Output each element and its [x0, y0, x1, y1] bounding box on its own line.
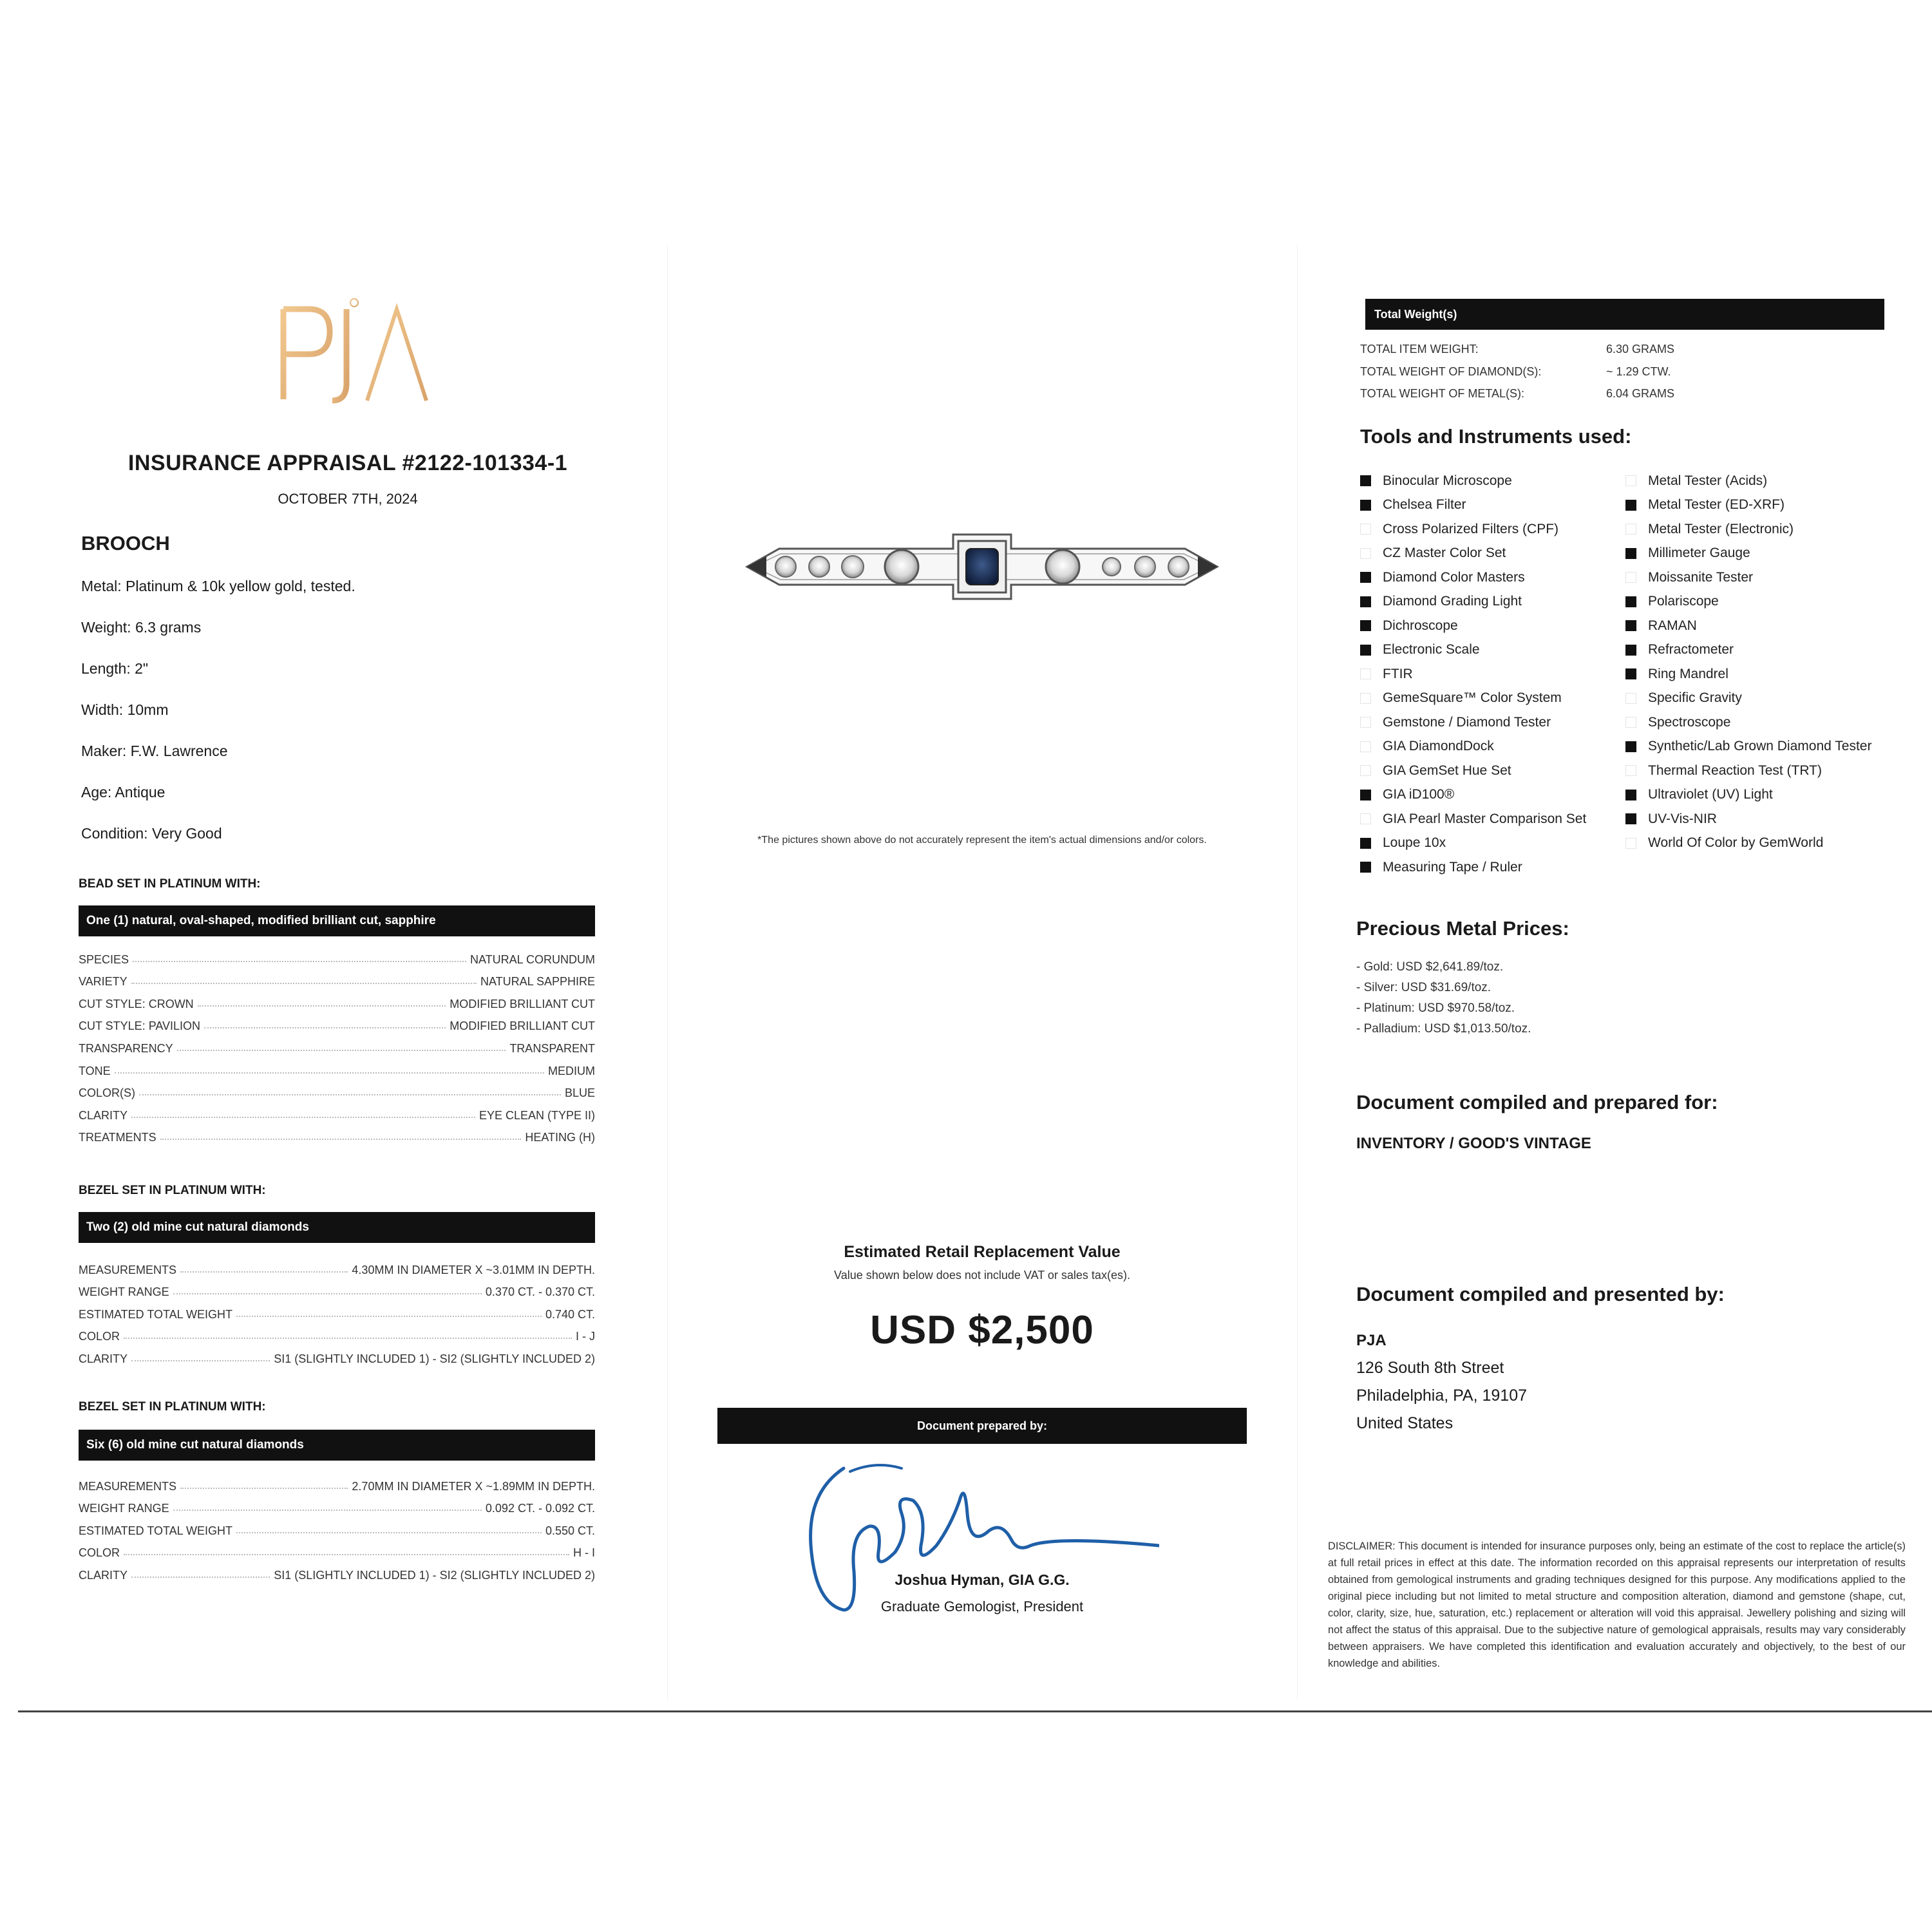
- tool-label: GIA DiamondDock: [1383, 739, 1494, 754]
- spec-weight: Weight: 6.3 grams: [81, 619, 202, 636]
- tool-label: Refractometer: [1648, 642, 1734, 658]
- checked-box-icon: [1625, 548, 1636, 559]
- tool-label: Gemstone / Diamond Tester: [1383, 714, 1551, 730]
- tool-item: [1360, 590, 1625, 614]
- weights-table: [1360, 343, 1747, 410]
- tool-label: Electronic Scale: [1383, 642, 1480, 658]
- tool-label: Thermal Reaction Test (TRT): [1648, 762, 1822, 778]
- appraisal-date: OCTOBER 7TH, 2024: [278, 491, 418, 507]
- tool-item: [1625, 590, 1891, 614]
- table-row: COLOR I - J: [79, 1330, 595, 1343]
- tool-label: Ultraviolet (UV) Light: [1648, 787, 1773, 802]
- table-row: VARIETY NATURAL SAPPHIRE: [79, 975, 595, 989]
- table-row: WEIGHT RANGE 0.092 CT. - 0.092 CT.: [79, 1502, 595, 1515]
- table-row: MEASUREMENTS 4.30MM IN DIAMETER X ~3.01MM IN DEPTH.: [79, 1263, 595, 1276]
- tool-label: Ring Mandrel: [1648, 666, 1728, 681]
- table-row: COLOR(S) BLUE: [79, 1086, 595, 1100]
- tool-item: [1625, 493, 1891, 518]
- tool-label: Loupe 10x: [1383, 835, 1446, 851]
- stone-table: [79, 944, 595, 1144]
- spec-condition: Condition: Very Good: [81, 825, 222, 842]
- tool-item: [1625, 662, 1891, 687]
- tool-item: [1360, 469, 1625, 493]
- presented-by-block: [1356, 1327, 1527, 1437]
- tool-item: [1360, 542, 1625, 566]
- total-weights-bar: Total Weight(s): [1365, 299, 1884, 330]
- spec-width: Width: 10mm: [81, 701, 169, 718]
- table-row: TOTAL WEIGHT OF DIAMOND(S): ~ 1.29 CTW.: [1360, 365, 1671, 378]
- tool-item: [1625, 687, 1891, 711]
- tool-label: Metal Tester (Acids): [1648, 473, 1768, 488]
- spec-maker: Maker: F.W. Lawrence: [81, 743, 228, 759]
- tool-label: Diamond Grading Light: [1383, 594, 1522, 609]
- checked-box-icon: [1360, 500, 1371, 511]
- tools-heading: Tools and Instruments used:: [1360, 425, 1632, 448]
- stone-bar: Two (2) old mine cut natural diamonds: [79, 1212, 595, 1243]
- list-item: - Gold: USD $2,641.89/toz.: [1356, 960, 1504, 974]
- tool-label: RAMAN: [1648, 618, 1697, 633]
- tool-label: GIA iD100®: [1383, 787, 1455, 802]
- setting-label: BEZEL SET IN PLATINUM WITH:: [79, 1400, 266, 1414]
- setting-label: BEZEL SET IN PLATINUM WITH:: [79, 1184, 266, 1197]
- tool-label: Chelsea Filter: [1383, 497, 1466, 513]
- tool-item: [1360, 807, 1625, 831]
- tool-item: [1360, 638, 1625, 663]
- checked-box-icon: [1360, 572, 1371, 583]
- unchecked-box-icon: [1360, 668, 1371, 679]
- checked-box-icon: [1625, 500, 1636, 511]
- table-row: ESTIMATED TOTAL WEIGHT 0.550 CT.: [79, 1524, 595, 1537]
- checked-box-icon: [1360, 790, 1371, 800]
- table-row: TOTAL WEIGHT OF METAL(S): 6.04 GRAMS: [1360, 387, 1675, 400]
- company-name: PJA: [1356, 1332, 1387, 1349]
- tool-label: World Of Color by GemWorld: [1648, 835, 1824, 851]
- tool-label: UV-Vis-NIR: [1648, 811, 1717, 826]
- table-row: CLARITY SI1 (SLIGHTLY INCLUDED 1) - SI2 (SLIGHTLY INCLUDED 2): [79, 1568, 595, 1582]
- preparer-title: Graduate Gemologist, President: [880, 1598, 1084, 1615]
- brooch-photo: [741, 509, 1224, 625]
- tool-item: [1360, 662, 1625, 687]
- tool-item: [1625, 807, 1891, 831]
- table-row: COLOR H - I: [79, 1546, 595, 1560]
- tool-label: FTIR: [1383, 666, 1413, 681]
- tool-label: Synthetic/Lab Grown Diamond Tester: [1648, 739, 1872, 754]
- checked-box-icon: [1625, 813, 1636, 824]
- spec-metal: Metal: Platinum & 10k yellow gold, tested.: [81, 578, 355, 594]
- spec-age: Age: Antique: [81, 784, 166, 800]
- item-heading: BROOCH: [81, 532, 170, 554]
- disclaimer-text: DISCLAIMER: This document is intended for insurance purposes only, being an estimate of the cost to replace the article(s) at full retail prices in effect at this date. The information recorded on this appraisal represents our interpretation of results obtained from gemological instruments and grading techniques designed for this purpose. Any modifications applied to the original piece including but not limited to metal structure and composition alteration, diamond and gemstone (shape, cut, color, clarity, size, hue, saturation, etc.) replacement or alteration will void this appraisal. Jewellery polishing and sizing will not affect the status of this appraisal. Due to the subjective nature of gemological appraisals, results may vary considerably between appraisers. We have completed this identification and evaluation accurately and objectively, to the best of our knowledge and abilities.: [1328, 1540, 1906, 1669]
- unchecked-box-icon: [1625, 765, 1636, 776]
- list-item: - Silver: USD $31.69/toz.: [1356, 981, 1492, 994]
- tool-item: [1625, 638, 1891, 663]
- table-row: WEIGHT RANGE 0.370 CT. - 0.370 CT.: [79, 1285, 595, 1299]
- signature-mark: [799, 1455, 1159, 1623]
- tool-item: [1625, 565, 1891, 590]
- tool-label: Specific Gravity: [1648, 690, 1742, 706]
- tool-item: [1360, 493, 1625, 518]
- tool-item: [1360, 614, 1625, 638]
- preparer-name: Joshua Hyman, GIA G.G.: [895, 1571, 1070, 1588]
- presented-by-heading: Document compiled and presented by:: [1356, 1283, 1725, 1305]
- tools-list: [1360, 469, 1901, 880]
- tool-item: [1625, 783, 1891, 808]
- table-row: TRANSPARENCY TRANSPARENT: [79, 1041, 595, 1055]
- unchecked-box-icon: [1360, 693, 1371, 704]
- tool-item: [1360, 759, 1625, 783]
- unchecked-box-icon: [1625, 524, 1636, 535]
- table-row: MEASUREMENTS 2.70MM IN DIAMETER X ~1.89MM IN DEPTH.: [79, 1479, 595, 1493]
- tool-item: [1360, 565, 1625, 590]
- tool-label: Millimeter Gauge: [1648, 545, 1750, 561]
- tool-item: [1625, 469, 1891, 493]
- item-specs: [81, 573, 596, 862]
- tool-item: [1625, 710, 1891, 735]
- prepared-for-heading: Document compiled and prepared for:: [1356, 1091, 1718, 1113]
- list-item: - Palladium: USD $1,013.50/toz.: [1356, 1022, 1531, 1036]
- checked-box-icon: [1360, 620, 1371, 631]
- table-row: TREATMENTS HEATING (H): [79, 1131, 595, 1144]
- table-row: TONE MEDIUM: [79, 1064, 595, 1077]
- tool-label: Diamond Color Masters: [1383, 569, 1525, 585]
- unchecked-box-icon: [1360, 813, 1371, 824]
- unchecked-box-icon: [1360, 548, 1371, 559]
- tool-item: [1360, 735, 1625, 759]
- metal-prices-list: [1356, 957, 1743, 1039]
- checked-box-icon: [1625, 790, 1636, 800]
- unchecked-box-icon: [1625, 572, 1636, 583]
- table-row: CUT STYLE: PAVILION MODIFIED BRILLIANT CUT: [79, 1019, 595, 1033]
- table-row: ESTIMATED TOTAL WEIGHT 0.740 CT.: [79, 1307, 595, 1321]
- tool-label: Moissanite Tester: [1648, 569, 1754, 585]
- valuation-title: Estimated Retail Replacement Value: [844, 1243, 1121, 1261]
- tool-label: Spectroscope: [1648, 714, 1731, 730]
- picture-disclaimer: *The pictures shown above do not accurately represent the item's actual dimensions and/or colors.: [757, 835, 1207, 846]
- unchecked-box-icon: [1625, 717, 1636, 728]
- appraisal-title: INSURANCE APPRAISAL #2122-101334-1: [128, 451, 568, 475]
- tool-item: [1360, 517, 1625, 542]
- unchecked-box-icon: [1625, 838, 1636, 849]
- tool-label: Binocular Microscope: [1383, 473, 1512, 488]
- list-item: - Platinum: USD $970.58/toz.: [1356, 1001, 1515, 1015]
- tool-item: [1625, 735, 1891, 759]
- tool-label: GIA Pearl Master Comparison Set: [1383, 811, 1587, 826]
- valuation-amount: USD $2,500: [870, 1308, 1094, 1352]
- setting-label: BEAD SET IN PLATINUM WITH:: [79, 877, 261, 891]
- checked-box-icon: [1625, 596, 1636, 607]
- table-row: TOTAL ITEM WEIGHT: 6.30 GRAMS: [1360, 343, 1675, 355]
- checked-box-icon: [1360, 475, 1371, 486]
- tool-item: [1625, 759, 1891, 783]
- tools-left-column: [1360, 469, 1625, 880]
- tool-label: Polariscope: [1648, 594, 1719, 609]
- checked-box-icon: [1625, 645, 1636, 656]
- tool-label: Measuring Tape / Ruler: [1383, 859, 1522, 875]
- tool-label: Cross Polarized Filters (CPF): [1383, 521, 1559, 536]
- tool-label: Metal Tester (Electronic): [1648, 521, 1794, 536]
- tool-item: [1625, 614, 1891, 638]
- tool-label: Dichroscope: [1383, 618, 1458, 633]
- checked-box-icon: [1625, 668, 1636, 679]
- checked-box-icon: [1625, 741, 1636, 752]
- tool-item: [1360, 710, 1625, 735]
- page-divider: [18, 1710, 1932, 1712]
- tools-right-column: [1625, 469, 1891, 880]
- checked-box-icon: [1360, 596, 1371, 607]
- table-row: CUT STYLE: CROWN MODIFIED BRILLIANT CUT: [79, 997, 595, 1010]
- metal-prices-heading: Precious Metal Prices:: [1356, 917, 1569, 940]
- tool-item: [1360, 783, 1625, 808]
- table-row: CLARITY SI1 (SLIGHTLY INCLUDED 1) - SI2 (SLIGHTLY INCLUDED 2): [79, 1352, 595, 1365]
- unchecked-box-icon: [1360, 717, 1371, 728]
- page-fold: [1297, 245, 1298, 1700]
- stone-table: [79, 1471, 595, 1582]
- stone-bar: One (1) natural, oval-shaped, modified brilliant cut, sapphire: [79, 905, 595, 936]
- tool-item: [1360, 855, 1625, 880]
- address-line: 126 South 8th Street: [1356, 1359, 1504, 1377]
- table-row: SPECIES NATURAL CORUNDUM: [79, 952, 595, 966]
- tool-label: CZ Master Color Set: [1383, 545, 1506, 561]
- tool-item: [1625, 831, 1891, 856]
- address-line: Philadelphia, PA, 19107: [1356, 1387, 1528, 1405]
- checked-box-icon: [1625, 620, 1636, 631]
- prepared-for-name: INVENTORY / GOOD'S VINTAGE: [1356, 1135, 1591, 1152]
- tool-label: Metal Tester (ED-XRF): [1648, 497, 1785, 513]
- unchecked-box-icon: [1360, 524, 1371, 535]
- unchecked-box-icon: [1625, 475, 1636, 486]
- tool-item: [1625, 517, 1891, 542]
- checked-box-icon: [1360, 862, 1371, 873]
- tool-label: GIA GemSet Hue Set: [1383, 762, 1511, 778]
- tool-item: [1360, 831, 1625, 856]
- tool-label: GemeSquare™ Color System: [1383, 690, 1562, 706]
- prepared-by-bar: Document prepared by:: [717, 1408, 1247, 1444]
- pja-logo: [270, 296, 438, 412]
- unchecked-box-icon: [1625, 693, 1636, 704]
- page-fold: [667, 245, 668, 1700]
- unchecked-box-icon: [1360, 741, 1371, 752]
- stone-bar: Six (6) old mine cut natural diamonds: [79, 1430, 595, 1461]
- checked-box-icon: [1360, 645, 1371, 656]
- stone-table: [79, 1255, 595, 1366]
- tool-item: [1360, 687, 1625, 711]
- checked-box-icon: [1360, 838, 1371, 849]
- valuation-subtitle: Value shown below does not include VAT or sales tax(es).: [834, 1269, 1130, 1282]
- unchecked-box-icon: [1360, 765, 1371, 776]
- tool-item: [1625, 542, 1891, 566]
- spec-length: Length: 2": [81, 660, 149, 677]
- table-row: CLARITY EYE CLEAN (TYPE II): [79, 1108, 595, 1122]
- address-line: United States: [1356, 1414, 1454, 1432]
